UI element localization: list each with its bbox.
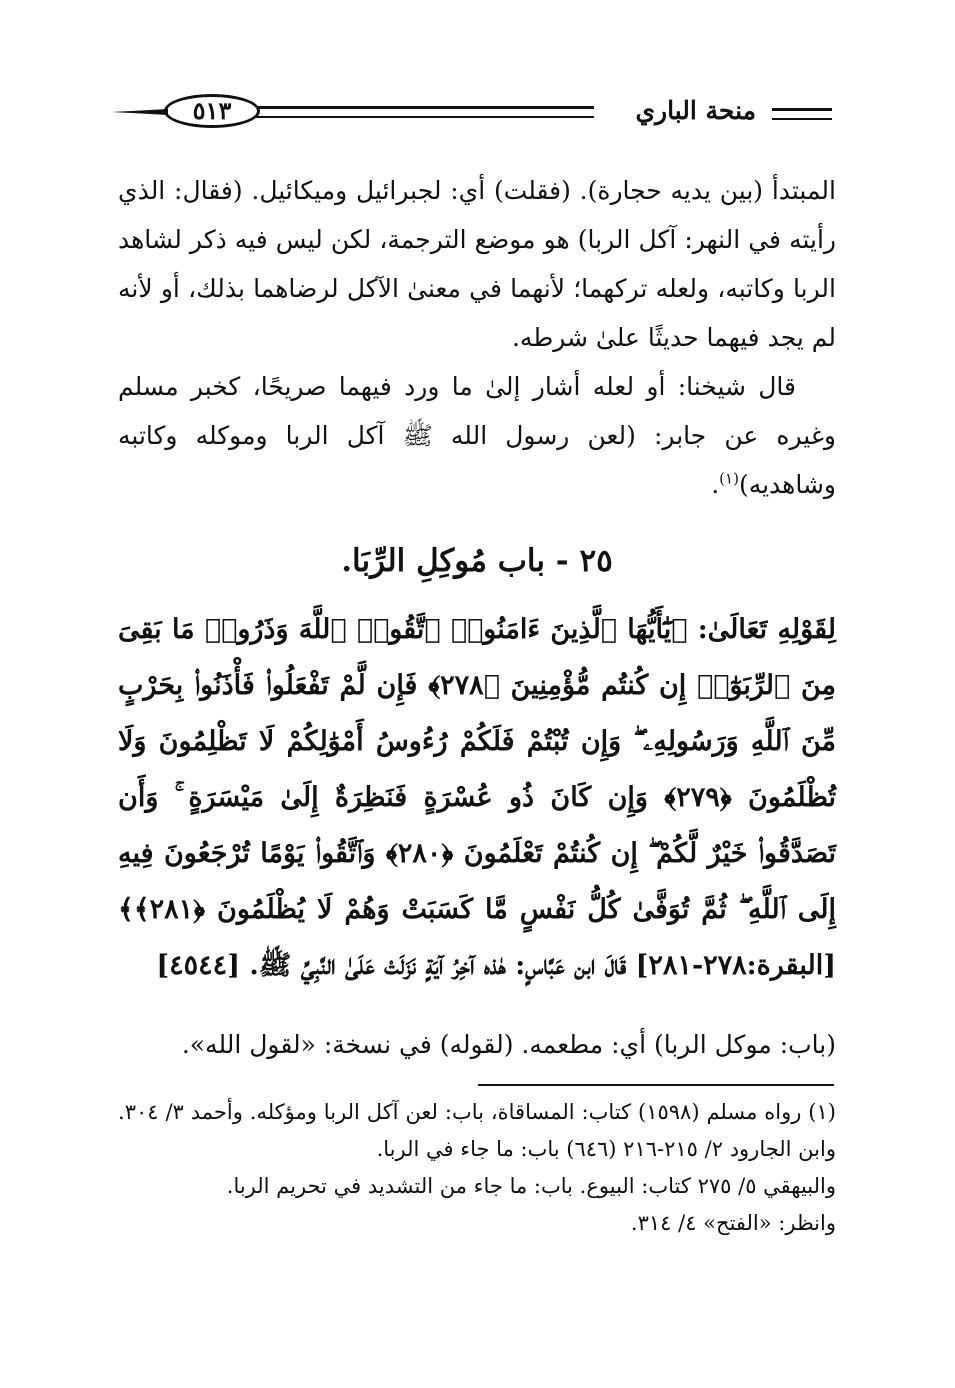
commentary-text: (باب: موكل الربا) أي: مطعمه. (لقوله) في نسخة: «لقول الله». xyxy=(181,1030,836,1059)
footnote-divider xyxy=(478,1084,834,1086)
page-number: ٥١٣ xyxy=(164,94,260,128)
footnote-line: (١) رواه مسلم (١٥٩٨) كتاب: المساقاة، باب: لعن آكل الربا ومؤكله. وأحمد ٣/ ٣٠٤. وابن الجارود ٢/ ٢١٥-٢١٦ (٦٤٦) باب: ما جاء في الربا. xyxy=(118,1100,836,1161)
footnote-line: وانظر: «الفتح» ٤/ ٣١٤. xyxy=(630,1211,836,1235)
quran-verse: لِقَوْلِهِ تَعَالَىٰ: ﴿يَٰٓأَيُّهَا ٱلَّذِينَ ءَامَنُوا۟ ٱتَّقُوا۟ ٱللَّهَ وَذَرُوا۟ مَا بَقِىَ مِنَ ٱلرِّبَوٰٓا۟ إِن كُنتُم مُّؤْمِنِينَ ﴿٢٧٨﴾ فَإِن لَّمْ تَفْعَلُوا۟ فَأْذَنُوا۟ بِحَرْبٍ مِّنَ ٱللَّهِ وَرَسُولِهِۦ ۖ وَإِن تُبْتُمْ فَلَكُمْ رُءُوسُ أَمْوَٰلِكُمْ لَا تَظْلِمُونَ وَلَا تُظْلَمُونَ ﴿٢٧٩﴾ وَإِن كَانَ ذُو عُسْرَةٍ فَنَظِرَةٌ إِلَىٰ مَيْسَرَةٍ ۚ وَأَن تَصَدَّقُوا۟ خَيْرٌ لَّكُمْ ۖ إِن كُنتُمْ تَعْلَمُونَ ﴿٢٨٠﴾ وَٱتَّقُوا۟ يَوْمًا تُرْجَعُونَ فِيهِ إِلَى ٱللَّهِ ۖ ثُمَّ تُوَفَّىٰ كُلُّ نَفْسٍ مَّا كَسَبَتْ وَهُمْ لَا يُظْلَمُونَ ﴿٢٨١﴾﴾ [البقرة:٢٧٨-٢٨١] قَالَ ابن عَبَّاسٍ: هٰذه آخِرُ آيَةٍ نَزَلَتْ عَلَىٰ النَّبِيِّ ﷺ. [٤٥٤٤] xyxy=(118,614,836,981)
body-text xyxy=(118,166,836,509)
header-dash xyxy=(772,108,832,120)
book-title: منحة الباري xyxy=(635,96,756,125)
commentary-block xyxy=(118,1020,836,1069)
footnote-marker: (١) xyxy=(719,469,739,488)
paragraph-2 xyxy=(118,362,836,509)
paragraph-2-end: . xyxy=(711,470,720,499)
paragraph-1: المبتدأ (بين يديه حجارة). (فقلت) أي: لجبرائيل وميكائيل. (فقال: الذي رأيته في النهر: آكل الربا) هو موضع الترجمة، لكن ليس فيه ذكر لشاهد الربا وكاتبه، ولعله تركهما؛ لأنهما في معنىٰ الآكل لرضاهما بذلك، أو لأنه لم يجد فيهما حديثًا علىٰ شرطه. xyxy=(118,176,836,352)
paragraph-2-text: قال شيخنا: أو لعله أشار إلىٰ ما ورد فيهما صريحًا، كخبر مسلم وغيره عن جابر: (لعن رسول الله ﷺ آكل الربا وموكله وكاتبه وشاهديه) xyxy=(118,372,836,499)
verse-block xyxy=(118,602,836,994)
page-header xyxy=(112,84,832,150)
header-rule xyxy=(252,106,594,118)
chapter-heading: ٢٥ - باب مُوكِلِ الرِّبَا. xyxy=(341,543,613,579)
footnote-line: والبيهقي ٥/ ٢٧٥ كتاب: البيوع. باب: ما جاء من التشديد في تحريم الربا. xyxy=(226,1174,836,1198)
footnotes xyxy=(118,1094,836,1242)
header-taper xyxy=(112,109,168,115)
